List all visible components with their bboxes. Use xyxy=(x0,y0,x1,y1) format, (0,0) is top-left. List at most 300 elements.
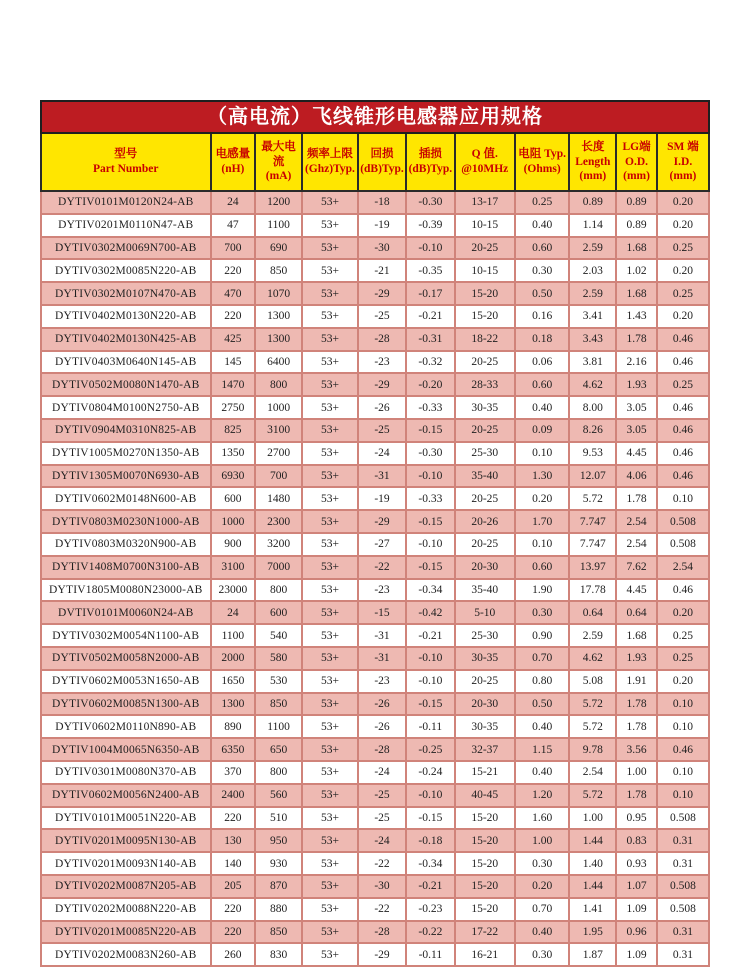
cell-return-loss: -22 xyxy=(358,556,406,579)
cell-lg-od: 1.78 xyxy=(616,693,657,716)
cell-return-loss: -19 xyxy=(358,214,406,237)
cell-freq-upper: 53+ xyxy=(302,259,358,282)
cell-inductance: 220 xyxy=(211,807,256,830)
cell-length: 0.89 xyxy=(569,191,616,214)
cell-insertion-loss: -0.15 xyxy=(406,807,455,830)
cell-max-current: 1300 xyxy=(255,328,302,351)
cell-sm-id: 0.20 xyxy=(657,259,709,282)
table-row xyxy=(41,647,709,670)
cell-sm-id: 0.20 xyxy=(657,305,709,328)
cell-insertion-loss: -0.18 xyxy=(406,829,455,852)
table-row xyxy=(41,487,709,510)
cell-return-loss: -29 xyxy=(358,282,406,305)
table-row xyxy=(41,191,709,214)
cell-length: 1.95 xyxy=(569,921,616,944)
column-header-part-number xyxy=(41,134,211,191)
cell-length: 5.72 xyxy=(569,715,616,738)
cell-inductance: 2750 xyxy=(211,396,256,419)
cell-lg-od: 1.93 xyxy=(616,647,657,670)
cell-insertion-loss: -0.11 xyxy=(406,715,455,738)
table-row xyxy=(41,282,709,305)
cell-freq-upper: 53+ xyxy=(302,328,358,351)
cell-lg-od: 0.93 xyxy=(616,852,657,875)
cell-insertion-loss: -0.30 xyxy=(406,191,455,214)
cell-inductance: 6930 xyxy=(211,465,256,488)
cell-q-value: 40-45 xyxy=(455,784,515,807)
cell-resistance: 0.60 xyxy=(515,556,570,579)
cell-sm-id: 0.31 xyxy=(657,852,709,875)
cell-q-value: 15-20 xyxy=(455,829,515,852)
cell-freq-upper: 53+ xyxy=(302,738,358,761)
cell-sm-id: 0.508 xyxy=(657,533,709,556)
cell-q-value: 15-20 xyxy=(455,898,515,921)
cell-resistance: 0.70 xyxy=(515,647,570,670)
cell-part-number: DYTIV0403M0640N145-AB xyxy=(41,351,211,374)
cell-sm-id: 0.508 xyxy=(657,510,709,533)
cell-resistance: 1.70 xyxy=(515,510,570,533)
column-header-line: @10MHz xyxy=(461,163,509,175)
cell-insertion-loss: -0.10 xyxy=(406,647,455,670)
cell-part-number: DYTIV1805M0080N23000-AB xyxy=(41,579,211,602)
cell-inductance: 24 xyxy=(211,191,256,214)
cell-insertion-loss: -0.21 xyxy=(406,305,455,328)
cell-insertion-loss: -0.25 xyxy=(406,738,455,761)
cell-insertion-loss: -0.24 xyxy=(406,761,455,784)
cell-lg-od: 1.09 xyxy=(616,898,657,921)
cell-lg-od: 0.96 xyxy=(616,921,657,944)
cell-max-current: 650 xyxy=(255,738,302,761)
cell-resistance: 0.18 xyxy=(515,328,570,351)
cell-q-value: 35-40 xyxy=(455,579,515,602)
cell-inductance: 6350 xyxy=(211,738,256,761)
cell-length: 2.59 xyxy=(569,237,616,260)
cell-part-number: DYTIV0101M0120N24-AB xyxy=(41,191,211,214)
cell-freq-upper: 53+ xyxy=(302,670,358,693)
cell-return-loss: -26 xyxy=(358,693,406,716)
cell-max-current: 690 xyxy=(255,237,302,260)
cell-max-current: 950 xyxy=(255,829,302,852)
cell-length: 3.43 xyxy=(569,328,616,351)
cell-q-value: 13-17 xyxy=(455,191,515,214)
cell-q-value: 20-25 xyxy=(455,351,515,374)
cell-inductance: 1300 xyxy=(211,693,256,716)
cell-sm-id: 0.46 xyxy=(657,442,709,465)
column-header-insertion-loss xyxy=(406,134,455,191)
table-row xyxy=(41,829,709,852)
cell-part-number: DYTIV0602M0056N2400-AB xyxy=(41,784,211,807)
cell-freq-upper: 53+ xyxy=(302,921,358,944)
cell-part-number: DYTIV0302M0069N700-AB xyxy=(41,237,211,260)
cell-insertion-loss: -0.15 xyxy=(406,556,455,579)
cell-insertion-loss: -0.30 xyxy=(406,442,455,465)
cell-freq-upper: 53+ xyxy=(302,396,358,419)
cell-lg-od: 1.68 xyxy=(616,282,657,305)
cell-lg-od: 1.78 xyxy=(616,328,657,351)
cell-lg-od: 3.05 xyxy=(616,396,657,419)
cell-freq-upper: 53+ xyxy=(302,351,358,374)
cell-insertion-loss: -0.21 xyxy=(406,875,455,898)
cell-max-current: 800 xyxy=(255,579,302,602)
cell-freq-upper: 53+ xyxy=(302,487,358,510)
cell-q-value: 15-20 xyxy=(455,305,515,328)
cell-return-loss: -31 xyxy=(358,624,406,647)
cell-q-value: 25-30 xyxy=(455,442,515,465)
cell-part-number: DYTIV0201M0093N140-AB xyxy=(41,852,211,875)
cell-freq-upper: 53+ xyxy=(302,647,358,670)
column-header-length xyxy=(569,134,616,191)
cell-freq-upper: 53+ xyxy=(302,761,358,784)
cell-part-number: DYTIV0201M0095N130-AB xyxy=(41,829,211,852)
cell-part-number: DYTIV0602M0053N1650-AB xyxy=(41,670,211,693)
cell-resistance: 1.20 xyxy=(515,784,570,807)
column-header-line: (mA) xyxy=(265,170,292,183)
column-header-line: SM 端 xyxy=(667,140,699,153)
cell-lg-od: 7.62 xyxy=(616,556,657,579)
cell-return-loss: -23 xyxy=(358,579,406,602)
cell-freq-upper: 53+ xyxy=(302,715,358,738)
cell-inductance: 470 xyxy=(211,282,256,305)
cell-return-loss: -30 xyxy=(358,237,406,260)
cell-sm-id: 0.46 xyxy=(657,351,709,374)
table-row xyxy=(41,533,709,556)
cell-resistance: 0.10 xyxy=(515,533,570,556)
cell-resistance: 0.40 xyxy=(515,761,570,784)
cell-length: 5.72 xyxy=(569,693,616,716)
cell-part-number: DYTIV0302M0107N470-AB xyxy=(41,282,211,305)
cell-length: 7.747 xyxy=(569,510,616,533)
table-header xyxy=(41,134,709,191)
cell-max-current: 870 xyxy=(255,875,302,898)
cell-return-loss: -29 xyxy=(358,373,406,396)
cell-resistance: 0.30 xyxy=(515,601,570,624)
cell-q-value: 20-25 xyxy=(455,487,515,510)
cell-q-value: 15-20 xyxy=(455,852,515,875)
cell-length: 3.81 xyxy=(569,351,616,374)
table-row xyxy=(41,419,709,442)
cell-inductance: 23000 xyxy=(211,579,256,602)
cell-inductance: 140 xyxy=(211,852,256,875)
cell-part-number: DYTIV0301M0080N370-AB xyxy=(41,761,211,784)
column-header-line: 回损 xyxy=(370,148,394,161)
table-row xyxy=(41,601,709,624)
cell-lg-od: 0.64 xyxy=(616,601,657,624)
cell-freq-upper: 53+ xyxy=(302,624,358,647)
cell-lg-od: 4.45 xyxy=(616,442,657,465)
cell-max-current: 1070 xyxy=(255,282,302,305)
cell-lg-od: 1.02 xyxy=(616,259,657,282)
cell-freq-upper: 53+ xyxy=(302,373,358,396)
table-row xyxy=(41,214,709,237)
cell-sm-id: 0.10 xyxy=(657,715,709,738)
cell-max-current: 1480 xyxy=(255,487,302,510)
cell-sm-id: 0.25 xyxy=(657,237,709,260)
cell-length: 2.54 xyxy=(569,761,616,784)
cell-freq-upper: 53+ xyxy=(302,510,358,533)
cell-length: 2.59 xyxy=(569,624,616,647)
cell-resistance: 0.40 xyxy=(515,715,570,738)
cell-part-number: DYTIV0803M0230N1000-AB xyxy=(41,510,211,533)
cell-max-current: 850 xyxy=(255,921,302,944)
cell-return-loss: -26 xyxy=(358,396,406,419)
cell-resistance: 0.30 xyxy=(515,852,570,875)
column-header-line: (dB)Typ. xyxy=(360,163,404,175)
cell-part-number: DYTIV1305M0070N6930-AB xyxy=(41,465,211,488)
cell-max-current: 560 xyxy=(255,784,302,807)
cell-lg-od: 0.89 xyxy=(616,214,657,237)
table-row xyxy=(41,259,709,282)
cell-insertion-loss: -0.10 xyxy=(406,237,455,260)
table-row xyxy=(41,807,709,830)
cell-max-current: 6400 xyxy=(255,351,302,374)
cell-freq-upper: 53+ xyxy=(302,465,358,488)
cell-inductance: 260 xyxy=(211,943,256,966)
cell-q-value: 20-25 xyxy=(455,419,515,442)
cell-insertion-loss: -0.39 xyxy=(406,214,455,237)
cell-insertion-loss: -0.42 xyxy=(406,601,455,624)
cell-part-number: DYTIV0602M0110N890-AB xyxy=(41,715,211,738)
cell-max-current: 1100 xyxy=(255,214,302,237)
cell-resistance: 0.09 xyxy=(515,419,570,442)
cell-q-value: 25-30 xyxy=(455,624,515,647)
cell-part-number: DYTIV0602M0085N1300-AB xyxy=(41,693,211,716)
cell-resistance: 0.50 xyxy=(515,693,570,716)
cell-length: 12.07 xyxy=(569,465,616,488)
cell-return-loss: -26 xyxy=(358,715,406,738)
cell-freq-upper: 53+ xyxy=(302,305,358,328)
cell-sm-id: 0.46 xyxy=(657,419,709,442)
table-row xyxy=(41,351,709,374)
cell-part-number: DYTIV0202M0088N220-AB xyxy=(41,898,211,921)
cell-insertion-loss: -0.31 xyxy=(406,328,455,351)
column-header-sm-id xyxy=(657,134,709,191)
cell-part-number: DYTIV0602M0148N600-AB xyxy=(41,487,211,510)
cell-part-number: DYTIV0904M0310N825-AB xyxy=(41,419,211,442)
cell-insertion-loss: -0.34 xyxy=(406,579,455,602)
cell-resistance: 0.30 xyxy=(515,943,570,966)
cell-inductance: 2000 xyxy=(211,647,256,670)
cell-resistance: 0.25 xyxy=(515,191,570,214)
cell-freq-upper: 53+ xyxy=(302,191,358,214)
cell-max-current: 530 xyxy=(255,670,302,693)
column-header-lg-od xyxy=(616,134,657,191)
cell-length: 5.08 xyxy=(569,670,616,693)
spec-data-table xyxy=(40,134,710,967)
cell-length: 9.53 xyxy=(569,442,616,465)
cell-resistance: 1.90 xyxy=(515,579,570,602)
cell-q-value: 17-22 xyxy=(455,921,515,944)
column-header-line: (dB)Typ. xyxy=(408,163,453,175)
cell-lg-od: 1.07 xyxy=(616,875,657,898)
table-row xyxy=(41,693,709,716)
cell-sm-id: 0.46 xyxy=(657,465,709,488)
cell-q-value: 35-40 xyxy=(455,465,515,488)
cell-return-loss: -28 xyxy=(358,921,406,944)
cell-insertion-loss: -0.21 xyxy=(406,624,455,647)
cell-max-current: 600 xyxy=(255,601,302,624)
table-row xyxy=(41,761,709,784)
column-header-line: Q 值. xyxy=(471,148,498,161)
cell-lg-od: 1.00 xyxy=(616,761,657,784)
cell-insertion-loss: -0.34 xyxy=(406,852,455,875)
cell-q-value: 15-21 xyxy=(455,761,515,784)
cell-resistance: 0.50 xyxy=(515,282,570,305)
cell-sm-id: 0.508 xyxy=(657,875,709,898)
cell-lg-od: 1.78 xyxy=(616,487,657,510)
cell-freq-upper: 53+ xyxy=(302,556,358,579)
cell-return-loss: -22 xyxy=(358,898,406,921)
cell-inductance: 2400 xyxy=(211,784,256,807)
table-row xyxy=(41,396,709,419)
cell-resistance: 0.60 xyxy=(515,373,570,396)
cell-max-current: 540 xyxy=(255,624,302,647)
cell-q-value: 20-25 xyxy=(455,237,515,260)
table-title: （高电流）飞线锥形电感器应用规格 xyxy=(40,100,710,134)
cell-sm-id: 0.25 xyxy=(657,624,709,647)
cell-length: 2.59 xyxy=(569,282,616,305)
cell-lg-od: 3.56 xyxy=(616,738,657,761)
cell-q-value: 30-35 xyxy=(455,647,515,670)
cell-sm-id: 0.20 xyxy=(657,670,709,693)
cell-sm-id: 0.31 xyxy=(657,829,709,852)
cell-length: 1.40 xyxy=(569,852,616,875)
table-row xyxy=(41,921,709,944)
cell-lg-od: 3.05 xyxy=(616,419,657,442)
cell-lg-od: 1.68 xyxy=(616,624,657,647)
cell-length: 13.97 xyxy=(569,556,616,579)
table-row xyxy=(41,715,709,738)
cell-q-value: 20-30 xyxy=(455,693,515,716)
cell-max-current: 1200 xyxy=(255,191,302,214)
cell-insertion-loss: -0.15 xyxy=(406,693,455,716)
column-header-line: Length xyxy=(575,155,611,168)
column-header-line: (mm) xyxy=(669,170,697,183)
cell-part-number: DYTIV0201M0085N220-AB xyxy=(41,921,211,944)
cell-resistance: 0.80 xyxy=(515,670,570,693)
cell-part-number: DYTIV0502M0080N1470-AB xyxy=(41,373,211,396)
table-row xyxy=(41,237,709,260)
cell-lg-od: 2.16 xyxy=(616,351,657,374)
cell-freq-upper: 53+ xyxy=(302,419,358,442)
cell-inductance: 890 xyxy=(211,715,256,738)
column-header-line: (mm) xyxy=(579,170,607,183)
cell-part-number: DYTIV0202M0083N260-AB xyxy=(41,943,211,966)
cell-length: 5.72 xyxy=(569,487,616,510)
cell-part-number: DYTIV1408M0700N3100-AB xyxy=(41,556,211,579)
cell-sm-id: 0.46 xyxy=(657,738,709,761)
cell-sm-id: 2.54 xyxy=(657,556,709,579)
cell-return-loss: -24 xyxy=(358,829,406,852)
cell-inductance: 130 xyxy=(211,829,256,852)
cell-sm-id: 0.25 xyxy=(657,373,709,396)
cell-sm-id: 0.10 xyxy=(657,784,709,807)
table-row xyxy=(41,624,709,647)
cell-insertion-loss: -0.10 xyxy=(406,784,455,807)
cell-return-loss: -25 xyxy=(358,784,406,807)
cell-q-value: 20-25 xyxy=(455,533,515,556)
cell-resistance: 1.00 xyxy=(515,829,570,852)
cell-sm-id: 0.25 xyxy=(657,647,709,670)
cell-length: 1.14 xyxy=(569,214,616,237)
cell-resistance: 1.60 xyxy=(515,807,570,830)
cell-insertion-loss: -0.10 xyxy=(406,670,455,693)
cell-inductance: 1350 xyxy=(211,442,256,465)
cell-length: 1.44 xyxy=(569,829,616,852)
cell-lg-od: 1.68 xyxy=(616,237,657,260)
cell-inductance: 3100 xyxy=(211,556,256,579)
cell-insertion-loss: -0.10 xyxy=(406,465,455,488)
column-header-line: (nH) xyxy=(221,163,245,175)
table-row xyxy=(41,943,709,966)
cell-inductance: 24 xyxy=(211,601,256,624)
cell-part-number: DYTIV0804M0100N2750-AB xyxy=(41,396,211,419)
cell-lg-od: 0.89 xyxy=(616,191,657,214)
cell-sm-id: 0.10 xyxy=(657,693,709,716)
cell-max-current: 7000 xyxy=(255,556,302,579)
header-row xyxy=(41,134,709,191)
cell-inductance: 220 xyxy=(211,259,256,282)
cell-lg-od: 1.09 xyxy=(616,943,657,966)
column-header-freq-upper xyxy=(302,134,358,191)
cell-q-value: 32-37 xyxy=(455,738,515,761)
cell-insertion-loss: -0.17 xyxy=(406,282,455,305)
cell-lg-od: 4.45 xyxy=(616,579,657,602)
cell-max-current: 930 xyxy=(255,852,302,875)
cell-freq-upper: 53+ xyxy=(302,601,358,624)
cell-return-loss: -28 xyxy=(358,738,406,761)
cell-length: 0.64 xyxy=(569,601,616,624)
cell-return-loss: -31 xyxy=(358,465,406,488)
cell-return-loss: -29 xyxy=(358,943,406,966)
cell-insertion-loss: -0.15 xyxy=(406,419,455,442)
column-header-line: 频率上限 xyxy=(306,148,353,161)
cell-part-number: DYTIV0302M0054N1100-AB xyxy=(41,624,211,647)
cell-lg-od: 0.95 xyxy=(616,807,657,830)
cell-resistance: 0.16 xyxy=(515,305,570,328)
cell-part-number: DYTIV0402M0130N220-AB xyxy=(41,305,211,328)
cell-inductance: 600 xyxy=(211,487,256,510)
cell-sm-id: 0.508 xyxy=(657,807,709,830)
table-row xyxy=(41,898,709,921)
cell-inductance: 700 xyxy=(211,237,256,260)
cell-q-value: 30-35 xyxy=(455,396,515,419)
cell-length: 17.78 xyxy=(569,579,616,602)
column-header-line: (mm) xyxy=(623,170,650,183)
column-header-line: 最大电流 xyxy=(261,140,296,168)
column-header-line: (Ghz)Typ. xyxy=(304,163,355,175)
table-row xyxy=(41,875,709,898)
cell-return-loss: -24 xyxy=(358,761,406,784)
cell-insertion-loss: -0.35 xyxy=(406,259,455,282)
cell-max-current: 850 xyxy=(255,693,302,716)
cell-max-current: 1100 xyxy=(255,715,302,738)
cell-q-value: 30-35 xyxy=(455,715,515,738)
cell-q-value: 20-30 xyxy=(455,556,515,579)
column-header-line: (Ohms) xyxy=(523,163,561,175)
cell-freq-upper: 53+ xyxy=(302,282,358,305)
cell-max-current: 700 xyxy=(255,465,302,488)
column-header-line: 电阻 Typ. xyxy=(518,148,566,161)
cell-lg-od: 1.43 xyxy=(616,305,657,328)
cell-freq-upper: 53+ xyxy=(302,807,358,830)
cell-lg-od: 1.78 xyxy=(616,784,657,807)
cell-return-loss: -21 xyxy=(358,259,406,282)
cell-q-value: 15-20 xyxy=(455,807,515,830)
cell-freq-upper: 53+ xyxy=(302,943,358,966)
cell-lg-od: 2.54 xyxy=(616,533,657,556)
cell-freq-upper: 53+ xyxy=(302,875,358,898)
cell-part-number: DYTIV0201M0110N47-AB xyxy=(41,214,211,237)
cell-max-current: 850 xyxy=(255,259,302,282)
